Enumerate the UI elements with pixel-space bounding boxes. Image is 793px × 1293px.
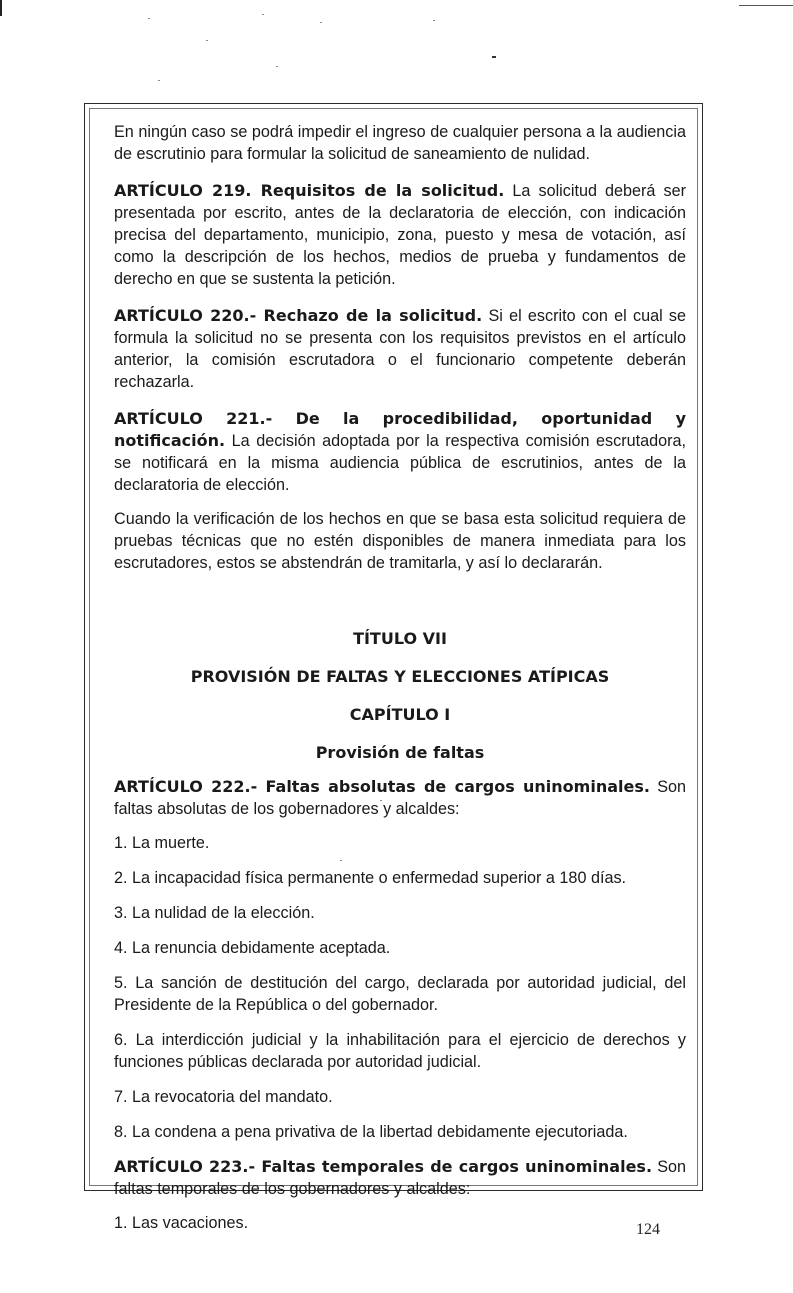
document-body <box>114 121 686 1247</box>
article-222-heading: ARTÍCULO 222.- Faltas absolutas de cargos uninominales. <box>114 777 650 796</box>
article-220 <box>114 305 686 393</box>
scan-speck <box>262 14 264 15</box>
article-221-paragraph-2: Cuando la verificación de los hechos en que se basa esta solicitud requiera de pruebas técnicas que no estén disponibles de manera inmediata para los escrutadores, estos se abstendrán de tramitarla, y así lo declararán. <box>114 510 686 572</box>
titulo-name: PROVISIÓN DE FALTAS Y ELECCIONES ATÍPICAS <box>190 667 610 686</box>
article-222-item-5: 5. La sanción de destitución del cargo, declarada por autoridad judicial, del Presidente de la República o del gobernador. <box>114 974 686 1014</box>
scan-speck <box>433 20 435 21</box>
article-221-heading: ARTÍCULO 221.- De la procedibilidad, oportunidad y notificación. <box>114 409 686 450</box>
scan-speck <box>320 22 322 23</box>
article-222-text: Son faltas absolutas de los gobernadores y alcaldes: <box>114 778 687 818</box>
article-221 <box>114 408 686 496</box>
article-219-text: La solicitud deberá ser presentada por escrito, antes de la declaratoria de elección, con indicación precisa del departamento, municipio, zona, puesto y mesa de votación, así como la descripción de los hechos, medios de prueba y fundamentos de derecho en que se sustenta la petición. <box>114 182 686 288</box>
article-222-item-6: 6. La interdicción judicial y la inhabilitación para el ejercicio de derechos y funciones públicas declarada por autoridad judicial. <box>114 1031 686 1071</box>
article-220-text: Si el escrito con el cual se formula la solicitud no se presenta con los requisitos previstos en el artículo anterior, la comisión escrutadora o el funcionario competente deberán rechazarla. <box>114 307 686 391</box>
scan-speck <box>492 56 496 58</box>
scan-edge-mark <box>0 0 2 16</box>
scan-top-rule <box>739 5 793 6</box>
article-222 <box>114 776 686 820</box>
scan-speck <box>148 18 150 19</box>
article-222-item-4: 4. La renuncia debidamente aceptada. <box>114 939 391 957</box>
article-223-text: Son faltas temporales de los gobernadores y alcaldes: <box>114 1158 686 1198</box>
article-219 <box>114 180 686 290</box>
article-223-item-1: 1. Las vacaciones. <box>114 1214 249 1232</box>
article-220-heading: ARTÍCULO 220.- Rechazo de la solicitud. <box>114 306 483 325</box>
scan-speck <box>158 80 160 81</box>
article-222-item-2: 2. La incapacidad física permanente o enfermedad superior a 180 días. <box>114 869 627 887</box>
capitulo-heading: CAPÍTULO I <box>349 705 451 724</box>
article-222-item-3: 3. La nulidad de la elección. <box>114 904 315 922</box>
article-223 <box>114 1156 686 1200</box>
capitulo-name: Provisión de faltas <box>315 743 485 762</box>
scan-speck <box>206 40 208 41</box>
article-221-text: La decisión adoptada por la respectiva comisión escrutadora, se notificará en la misma audiencia pública de escrutinios, antes de la declaratoria de elección. <box>114 432 686 494</box>
scan-speck <box>276 66 278 67</box>
titulo-heading: TÍTULO VII <box>353 629 447 648</box>
article-222-item-7: 7. La revocatoria del mandato. <box>114 1088 333 1106</box>
article-222-item-8: 8. La condena a pena privativa de la libertad debidamente ejecutoriada. <box>114 1123 628 1141</box>
intro-paragraph: En ningún caso se podrá impedir el ingreso de cualquier persona a la audiencia de escrutinio para formular la solicitud de saneamiento de nulidad. <box>114 123 686 163</box>
article-223-heading: ARTÍCULO 223.- Faltas temporales de cargos uninominales. <box>114 1157 653 1176</box>
article-222-item-1: 1. La muerte. <box>114 834 210 852</box>
article-219-heading: ARTÍCULO 219. Requisitos de la solicitud. <box>114 181 505 200</box>
page-number: 124 <box>636 1221 660 1238</box>
